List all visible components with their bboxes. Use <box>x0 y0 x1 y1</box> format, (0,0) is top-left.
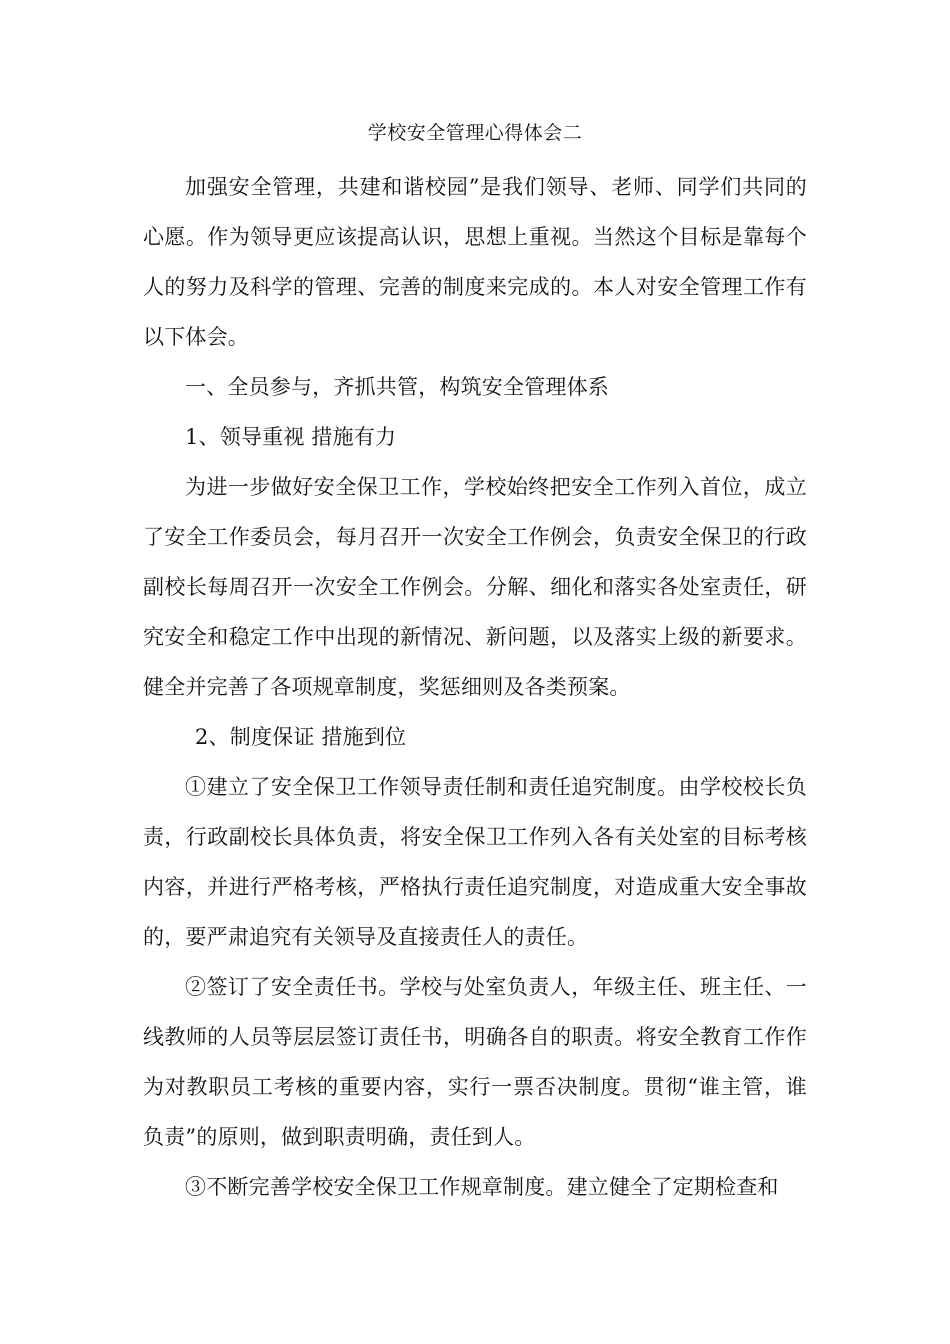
intro-paragraph: 加强安全管理，共建和谐校园”是我们领导、老师、同学们共同的心愿。作为领导更应该提高认识，思想上重视。当然这个目标是靠每个人的努力及科学的管理、完善的制度来完成的。本人对安全管理工作有以下体会。 <box>143 175 807 349</box>
subsection-heading-1: 1、领导重视 措施有力 <box>185 425 397 449</box>
body-paragraph: ①建立了安全保卫工作领导责任制和责任追究制度。由学校校长负责，行政副校长具体负责，将安全保卫工作列入各有关处室的目标考核内容，并进行严格考核，严格执行责任追究制度，对造成重大安全事故的，要严肃追究有关领导及直接责任人的责任。 <box>143 775 807 949</box>
section-heading-1: 一、全员参与，齐抓共管，构筑安全管理体系 <box>185 375 609 399</box>
document-title: 学校安全管理心得体会二 <box>367 122 583 144</box>
body-paragraph: ③不断完善学校安全保卫工作规章制度。建立健全了定期检查和 <box>185 1175 779 1199</box>
document-page <box>143 115 807 1212</box>
subsection-heading-2: 2、制度保证 措施到位 <box>195 725 407 749</box>
body-paragraph: ②签订了安全责任书。学校与处室负责人，年级主任、班主任、一线教师的人员等层层签订责任书，明确各自的职责。将安全教育工作作为对教职员工考核的重要内容，实行一票否决制度。贯彻“谁主管，谁负责”的原则，做到职责明确，责任到人。 <box>143 975 807 1149</box>
body-paragraph: 为进一步做好安全保卫工作，学校始终把安全工作列入首位，成立了安全工作委员会，每月召开一次安全工作例会，负责安全保卫的行政副校长每周召开一次安全工作例会。分解、细化和落实各处室责任，研究安全和稳定工作中出现的新情况、新问题，以及落实上级的新要求。健全并完善了各项规章制度，奖惩细则及各类预案。 <box>143 475 807 699</box>
